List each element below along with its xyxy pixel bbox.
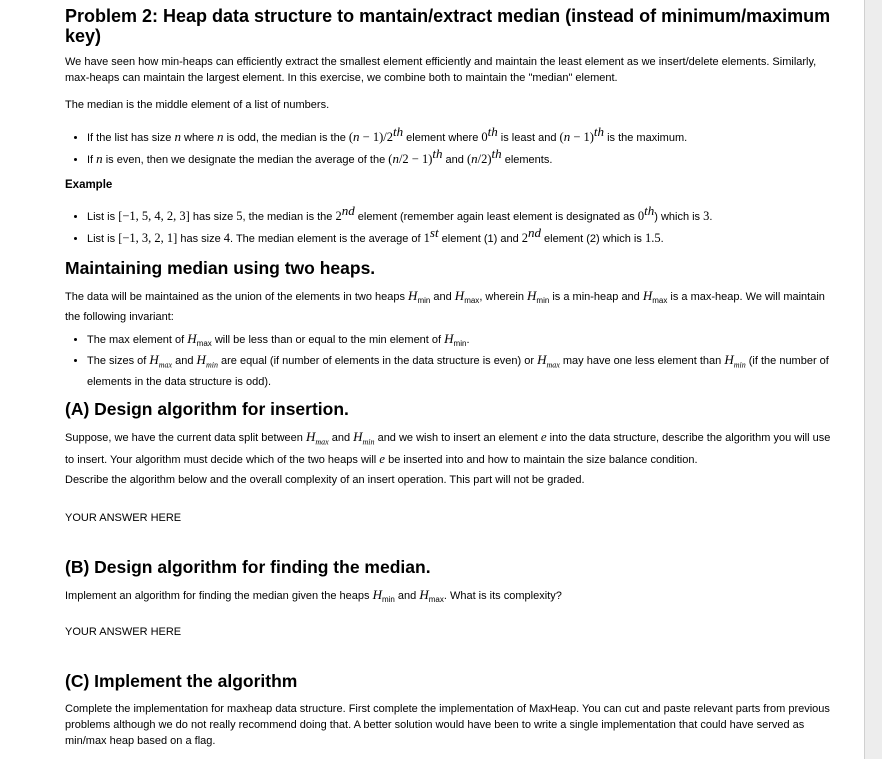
median-def-block bbox=[65, 97, 840, 113]
section-b-title: (B) Design algorithm for finding the median. bbox=[65, 557, 431, 577]
problem-title-block bbox=[65, 6, 840, 46]
example-item-odd: • List is [−1, 5, 4, 2, 3] has size 5, the median is the 2nd element (remember again least element is designated as 0th) which is 3. bbox=[87, 203, 840, 225]
median-definition: The median is the middle element of a list of numbers. bbox=[65, 99, 330, 111]
section-b-text-block bbox=[65, 587, 840, 608]
section-c-title: (C) Implement the algorithm bbox=[65, 671, 298, 691]
examples-list bbox=[65, 203, 840, 247]
invariants-block bbox=[65, 331, 840, 390]
section-a-answer[interactable]: YOUR ANSWER HERE bbox=[65, 512, 182, 524]
two-heaps-paragraph: The data will be maintained as the union of the elements in two heaps $H_{min}$ and $H_{max}$, wherein $H_{min}$ is a min-heap and $H_{max}$ is a max-heap. We will maintain the following invariant: bbox=[65, 288, 825, 324]
section-b-title-block bbox=[65, 556, 840, 578]
median-rules-list bbox=[65, 124, 840, 168]
section-a-text2-block bbox=[65, 472, 840, 488]
example-heading: Example bbox=[65, 179, 113, 191]
section-c-title-block bbox=[65, 670, 840, 692]
scrollbar-gutter[interactable] bbox=[864, 0, 882, 759]
section-a-answer-block[interactable] bbox=[65, 510, 840, 526]
section-c-text-block bbox=[65, 701, 840, 749]
median-rules-block bbox=[65, 124, 840, 168]
two-heaps-text-block bbox=[65, 288, 840, 325]
two-heaps-title: Maintaining median using two heaps. bbox=[65, 258, 376, 278]
section-c-paragraph: Complete the implementation for maxheap data structure. First complete the implementation of MaxHeap. You can cut and paste relevant parts from previous problems although we do not really recommend doing that. A better solution would have been to write a single implementation that could have served as min/max heap based on a flag. bbox=[65, 703, 830, 747]
invariant-size: • The sizes of $H_{max}$ and $H_{min}$ are equal (if number of elements in the data structure is even) or $H_{max}$ may have one less element than $H_{min}$ (if the number of elements in the data structure is odd). bbox=[87, 352, 840, 390]
section-a-text1-block bbox=[65, 429, 840, 468]
section-b-answer-block[interactable] bbox=[65, 624, 840, 640]
section-a-title: (A) Design algorithm for insertion. bbox=[65, 399, 349, 419]
invariants-list bbox=[65, 331, 840, 390]
median-rule-odd: • If the list has size n where n is odd, the median is the (n − 1)/2th element where 0th is least and $(n - 1)^{th}$ is the maximum. bbox=[87, 124, 840, 146]
section-a-paragraph-1: Suppose, we have the current data split between $H_{max}$ and $H_{min}$ and we wish to insert an element e into the data structure, describe the algorithm you will use to insert. Your algorithm must decide which of the two heaps will e be inserted into and how to maintain the size balance condition. bbox=[65, 429, 831, 466]
intro-block bbox=[65, 54, 840, 86]
example-heading-block bbox=[65, 179, 840, 191]
examples-block bbox=[65, 203, 840, 247]
section-b-paragraph: Implement an algorithm for finding the median given the heaps $H_{min}$ and $H_{max}$. What is its complexity? bbox=[65, 587, 562, 605]
section-b-answer[interactable]: YOUR ANSWER HERE bbox=[65, 626, 182, 638]
invariant-order: • The max element of $H_{max}$ will be less than or equal to the min element of $H_{min}$. bbox=[87, 331, 840, 352]
two-heaps-title-block bbox=[65, 257, 840, 279]
intro-paragraph: We have seen how min-heaps can efficiently extract the smallest element efficiently and maintain the least element as we insert/delete elements. Similarly, max-heaps can maintain the largest element. In this exercise, we combine both to maintain the "median" element. bbox=[65, 56, 817, 84]
section-a-title-block bbox=[65, 398, 840, 420]
example-item-even: • List is [−1, 3, 2, 1] has size 4. The median element is the average of 1st element (1) and 2nd element (2) which is 1.5. bbox=[87, 225, 840, 247]
median-rule-even: • If n is even, then we designate the median the average of the $(n/2 - 1)^{th}$ and $(n/2)^{th}$ elements. bbox=[87, 146, 840, 168]
section-a-paragraph-2: Describe the algorithm below and the overall complexity of an insert operation. This part will not be graded. bbox=[65, 474, 585, 486]
problem-title: Problem 2: Heap data structure to mantain/extract median (instead of minimum/maximum key) bbox=[65, 6, 831, 46]
